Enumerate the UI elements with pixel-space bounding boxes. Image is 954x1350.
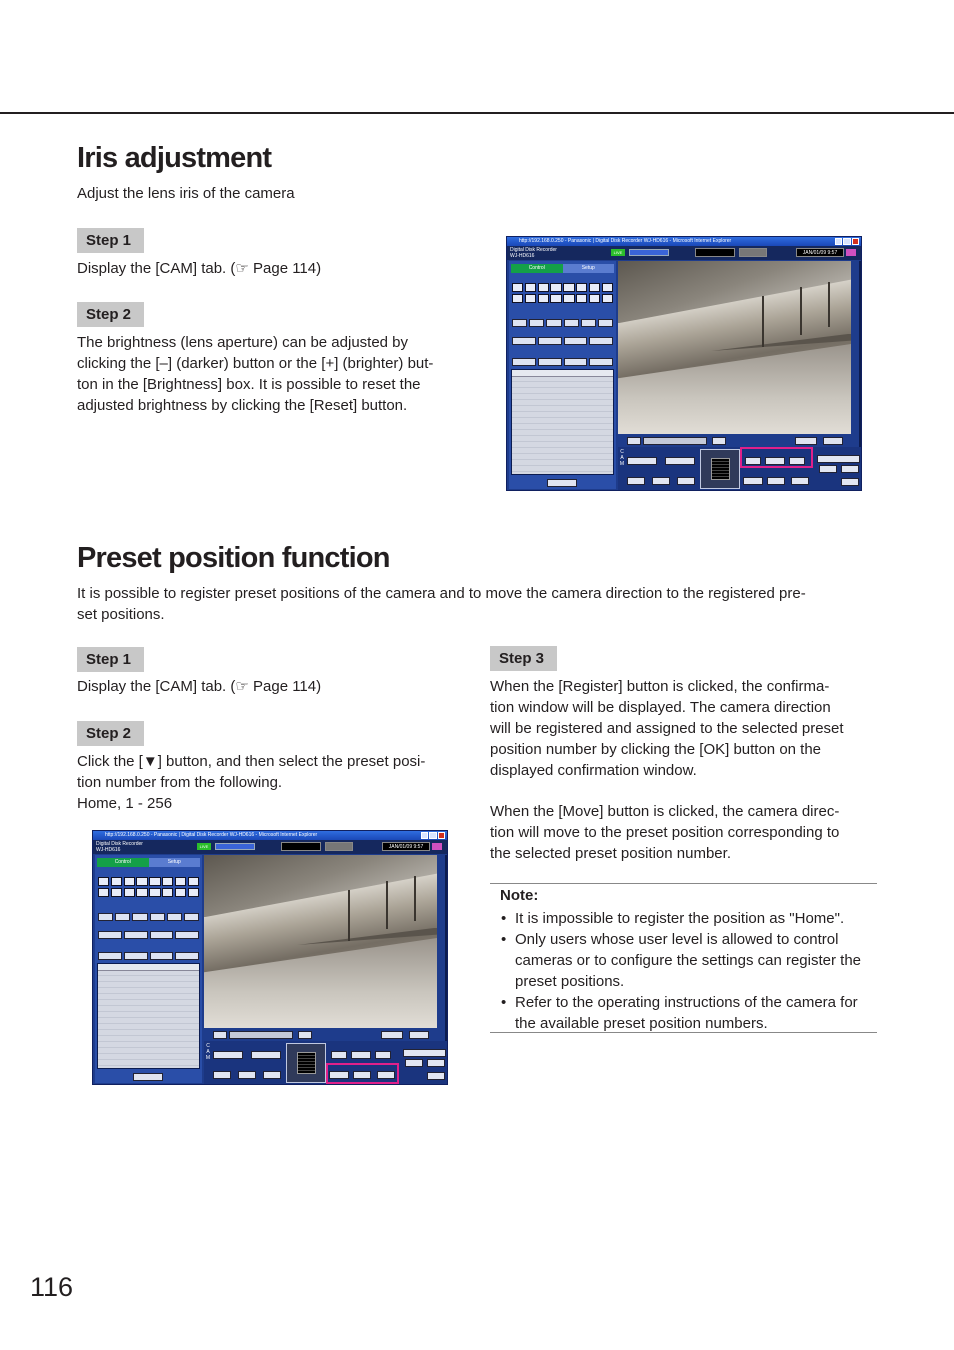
iris-intro: Adjust the lens iris of the camera bbox=[77, 185, 295, 202]
focus-far-button[interactable] bbox=[263, 1071, 281, 1079]
product-name bbox=[510, 247, 557, 259]
cam-button[interactable] bbox=[576, 283, 587, 292]
tab-control[interactable]: Control bbox=[511, 264, 563, 273]
image-pillar bbox=[414, 876, 416, 921]
top-rule bbox=[0, 112, 954, 114]
mic-button[interactable] bbox=[298, 1031, 312, 1039]
text-line: Home, 1 - 256 bbox=[77, 795, 173, 812]
cam-button[interactable] bbox=[589, 283, 600, 292]
auto-stop-button[interactable] bbox=[841, 465, 859, 473]
text-line: tion will move to the preset position corresponding to bbox=[490, 824, 840, 841]
cam-button[interactable] bbox=[525, 294, 536, 303]
control-button[interactable] bbox=[150, 913, 165, 921]
cam-button[interactable] bbox=[136, 877, 147, 886]
cam-button[interactable] bbox=[602, 294, 613, 303]
product-line1: Digital Disk Recorder bbox=[510, 247, 557, 253]
control-button[interactable] bbox=[167, 913, 182, 921]
control-button[interactable] bbox=[150, 952, 174, 960]
control-button[interactable] bbox=[512, 319, 527, 327]
text-line: ton in the [Brightness] box. It is possible to reset the bbox=[77, 376, 421, 393]
search-row bbox=[98, 931, 199, 939]
live-badge: LIVE bbox=[611, 249, 625, 256]
text-line: will be registered and assigned to the selected preset bbox=[490, 720, 844, 737]
control-button[interactable] bbox=[132, 913, 147, 921]
text-line: tion window will be displayed. The camera direction bbox=[490, 699, 831, 716]
control-button[interactable] bbox=[538, 358, 562, 366]
iris-step1-text: Display the [CAM] tab. (☞ Page 114) bbox=[77, 260, 322, 277]
control-button[interactable] bbox=[512, 337, 536, 345]
control-button[interactable] bbox=[598, 319, 613, 327]
cam-button[interactable] bbox=[162, 877, 173, 886]
preset-step3-para1 bbox=[490, 676, 890, 781]
tab-setup[interactable]: Setup bbox=[149, 858, 201, 867]
preset-step1-label: Step 1 bbox=[77, 647, 144, 672]
window-titlebar bbox=[93, 831, 447, 840]
tab-setup[interactable]: Setup bbox=[563, 264, 615, 273]
cam-button[interactable] bbox=[111, 877, 122, 886]
window-controls bbox=[835, 238, 859, 245]
camera-select-grid bbox=[98, 877, 199, 897]
preset-go-button[interactable] bbox=[767, 477, 785, 485]
rec-display bbox=[695, 248, 735, 257]
focus-auto-button[interactable] bbox=[213, 1071, 231, 1079]
panel-tabs bbox=[511, 264, 614, 273]
control-button[interactable] bbox=[564, 337, 588, 345]
window-title: http://192.168.0.250 - Panasonic | Digital Disk Recorder WJ-HD616 - Microsoft Internet Explorer bbox=[519, 238, 732, 244]
note-item: • Only users whose user level is allowed to control cameras or to configure the settings can register the preset positions. bbox=[500, 929, 876, 992]
cam-button[interactable] bbox=[98, 877, 109, 886]
control-button[interactable] bbox=[564, 319, 579, 327]
iris-step1-label: Step 1 bbox=[77, 228, 144, 253]
focus-near-button[interactable] bbox=[238, 1071, 256, 1079]
text-line: Click the [▼] button, and then select the preset posi- bbox=[77, 753, 426, 770]
hdd-indicator bbox=[629, 249, 669, 256]
preset-step2-text bbox=[77, 751, 477, 814]
cam-button[interactable] bbox=[136, 888, 147, 897]
date-display: JAN/01/09 9:57 bbox=[382, 842, 430, 851]
event-row bbox=[512, 358, 613, 366]
cam-button[interactable] bbox=[563, 294, 574, 303]
camera-image bbox=[618, 261, 851, 434]
product-name bbox=[96, 841, 143, 853]
cam-tab-label: C A M bbox=[205, 1043, 211, 1061]
save-button[interactable] bbox=[823, 437, 843, 445]
text-line: It is possible to register preset positions of the camera and to move the camera direction to the registered pre- bbox=[77, 585, 806, 602]
cam-button[interactable] bbox=[175, 888, 186, 897]
status-indicator bbox=[846, 249, 856, 256]
cam-button[interactable] bbox=[149, 877, 160, 886]
event-list[interactable] bbox=[97, 963, 200, 1069]
iris-heading: Iris adjustment bbox=[77, 142, 272, 174]
rec-display bbox=[281, 842, 321, 851]
close-icon bbox=[852, 238, 859, 245]
preset-step1-text: Display the [CAM] tab. (☞ Page 114) bbox=[77, 678, 322, 695]
preset-intro bbox=[77, 583, 877, 625]
product-line1: Digital Disk Recorder bbox=[96, 841, 143, 847]
save-button[interactable] bbox=[409, 1031, 429, 1039]
cam-button[interactable] bbox=[538, 294, 549, 303]
control-panel bbox=[95, 855, 202, 1083]
text-line: When the [Register] button is clicked, the confirma- bbox=[490, 678, 830, 695]
stop-button[interactable] bbox=[213, 1031, 227, 1039]
control-button[interactable] bbox=[529, 319, 544, 327]
status-indicator bbox=[432, 843, 442, 850]
auto-mode-select[interactable] bbox=[817, 455, 860, 463]
pan-tilt-center bbox=[297, 1052, 316, 1075]
cam-button[interactable] bbox=[550, 294, 561, 303]
zoom-out-button[interactable] bbox=[627, 457, 657, 465]
control-button[interactable] bbox=[98, 931, 122, 939]
text-line: tion number from the following. bbox=[77, 774, 283, 791]
preset-screenshot bbox=[92, 830, 448, 1085]
image-roof bbox=[618, 261, 851, 323]
pan-tilt-pad[interactable] bbox=[286, 1043, 326, 1083]
preset-step2-label: Step 2 bbox=[77, 721, 144, 746]
control-panel bbox=[509, 261, 616, 489]
window-titlebar bbox=[507, 237, 861, 246]
multiscreen-row bbox=[512, 319, 613, 327]
auto-start-button[interactable] bbox=[819, 465, 837, 473]
cam-button[interactable] bbox=[576, 294, 587, 303]
product-line2: WJ-HD616 bbox=[510, 253, 535, 259]
tab-control[interactable]: Control bbox=[97, 858, 149, 867]
brightness-highlight bbox=[740, 447, 813, 468]
control-button[interactable] bbox=[546, 319, 561, 327]
control-button[interactable] bbox=[98, 913, 113, 921]
cam-button[interactable] bbox=[175, 877, 186, 886]
mic-button[interactable] bbox=[712, 437, 726, 445]
image-roof bbox=[204, 855, 437, 917]
cam-button[interactable] bbox=[111, 888, 122, 897]
image-pillar bbox=[386, 881, 388, 929]
text-line: clicking the [–] (darker) button or the [+] (brighter) but- bbox=[77, 355, 434, 372]
cam-button[interactable] bbox=[525, 283, 536, 292]
menu-open-button[interactable] bbox=[841, 478, 859, 486]
control-button[interactable] bbox=[175, 931, 199, 939]
panel-tabs bbox=[97, 858, 200, 867]
control-button[interactable] bbox=[589, 358, 613, 366]
text-line: the selected preset position number. bbox=[490, 845, 731, 862]
auto-start-button[interactable] bbox=[405, 1059, 423, 1067]
cam-button[interactable] bbox=[589, 294, 600, 303]
note-title: Note: bbox=[500, 887, 539, 904]
note-item: • It is impossible to register the position as "Home". bbox=[500, 908, 876, 929]
window-title: http://192.168.0.250 - Panasonic | Digital Disk Recorder WJ-HD616 - Microsoft Internet Explorer bbox=[105, 832, 318, 838]
cam-button[interactable] bbox=[188, 888, 199, 897]
auto-mode-select[interactable] bbox=[403, 1049, 446, 1057]
menu-open-button[interactable] bbox=[427, 1072, 445, 1080]
window-controls bbox=[421, 832, 445, 839]
cam-button[interactable] bbox=[512, 283, 523, 292]
focus-far-button[interactable] bbox=[677, 477, 695, 485]
maximize-icon bbox=[429, 832, 436, 839]
control-button[interactable] bbox=[98, 952, 122, 960]
image-platform bbox=[618, 344, 851, 434]
live-badge: LIVE bbox=[197, 843, 211, 850]
cam-button[interactable] bbox=[98, 888, 109, 897]
maximize-icon bbox=[843, 238, 850, 245]
pan-tilt-pad[interactable] bbox=[700, 449, 740, 489]
preset-select[interactable] bbox=[743, 477, 763, 485]
text-line: set positions. bbox=[77, 606, 165, 623]
iris-step2-label: Step 2 bbox=[77, 302, 144, 327]
text-line: adjusted brightness by clicking the [Reset] button. bbox=[77, 397, 408, 414]
date-display: JAN/01/09 9:57 bbox=[796, 248, 844, 257]
control-button[interactable] bbox=[581, 319, 596, 327]
control-button[interactable] bbox=[124, 952, 148, 960]
control-button[interactable] bbox=[150, 931, 174, 939]
iris-screenshot bbox=[506, 236, 862, 491]
brightness-reset-button[interactable] bbox=[351, 1051, 371, 1059]
stop-button[interactable] bbox=[627, 437, 641, 445]
status-field bbox=[229, 1031, 293, 1039]
note-list bbox=[500, 908, 876, 1034]
camera-image bbox=[204, 855, 437, 1028]
pan-tilt-center bbox=[711, 458, 730, 481]
cam-button[interactable] bbox=[124, 888, 135, 897]
control-button[interactable] bbox=[124, 931, 148, 939]
preset-step3-label: Step 3 bbox=[490, 646, 557, 671]
preset-set-button[interactable] bbox=[791, 477, 809, 485]
image-pillar bbox=[348, 890, 350, 942]
page-number: 116 bbox=[30, 1272, 74, 1302]
minimize-icon bbox=[835, 238, 842, 245]
text-line: displayed confirmation window. bbox=[490, 762, 697, 779]
download-button[interactable] bbox=[381, 1031, 403, 1039]
image-pillar bbox=[762, 296, 764, 348]
preset-step3-para2 bbox=[490, 801, 890, 864]
zoom-button[interactable] bbox=[547, 479, 577, 487]
alarm-display bbox=[325, 842, 353, 851]
list-header bbox=[512, 370, 613, 377]
image-pillar bbox=[800, 287, 802, 335]
close-icon bbox=[438, 832, 445, 839]
cam-button[interactable] bbox=[602, 283, 613, 292]
hdd-indicator bbox=[215, 843, 255, 850]
cam-button[interactable] bbox=[538, 283, 549, 292]
search-row bbox=[512, 337, 613, 345]
multiscreen-row bbox=[98, 913, 199, 921]
brightness-plus-button[interactable] bbox=[375, 1051, 391, 1059]
product-line2: WJ-HD616 bbox=[96, 847, 121, 853]
event-list[interactable] bbox=[511, 369, 614, 475]
cam-tab-label: C A M bbox=[619, 449, 625, 467]
cam-button[interactable] bbox=[162, 888, 173, 897]
focus-near-button[interactable] bbox=[652, 477, 670, 485]
preset-heading: Preset position function bbox=[77, 542, 390, 574]
cam-button[interactable] bbox=[188, 877, 199, 886]
cam-button[interactable] bbox=[124, 877, 135, 886]
alarm-display bbox=[739, 248, 767, 257]
control-button[interactable] bbox=[589, 337, 613, 345]
zoom-in-button[interactable] bbox=[665, 457, 695, 465]
minimize-icon bbox=[421, 832, 428, 839]
cam-button[interactable] bbox=[550, 283, 561, 292]
note-item: • Refer to the operating instructions of the camera for the available preset position numbers. bbox=[500, 992, 876, 1034]
status-field bbox=[643, 437, 707, 445]
text-line: position number by clicking the [OK] button on the bbox=[490, 741, 822, 758]
image-platform bbox=[204, 938, 437, 1028]
zoom-button[interactable] bbox=[133, 1073, 163, 1081]
control-button[interactable] bbox=[564, 358, 588, 366]
preset-highlight bbox=[326, 1063, 399, 1084]
image-pillar bbox=[828, 282, 830, 327]
cam-button[interactable] bbox=[563, 283, 574, 292]
event-row bbox=[98, 952, 199, 960]
brightness-minus-button[interactable] bbox=[331, 1051, 347, 1059]
note-box bbox=[490, 883, 877, 1033]
text-line: The brightness (lens aperture) can be adjusted by bbox=[77, 334, 409, 351]
control-button[interactable] bbox=[115, 913, 130, 921]
control-button[interactable] bbox=[175, 952, 199, 960]
iris-step2-text bbox=[77, 332, 477, 416]
text-line: When the [Move] button is clicked, the camera direc- bbox=[490, 803, 840, 820]
download-button[interactable] bbox=[795, 437, 817, 445]
control-button[interactable] bbox=[512, 358, 536, 366]
control-button[interactable] bbox=[538, 337, 562, 345]
zoom-out-button[interactable] bbox=[213, 1051, 243, 1059]
auto-stop-button[interactable] bbox=[427, 1059, 445, 1067]
camera-select-grid bbox=[512, 283, 613, 303]
control-button[interactable] bbox=[184, 913, 199, 921]
cam-button[interactable] bbox=[512, 294, 523, 303]
list-header bbox=[98, 964, 199, 971]
zoom-in-button[interactable] bbox=[251, 1051, 281, 1059]
focus-auto-button[interactable] bbox=[627, 477, 645, 485]
cam-button[interactable] bbox=[149, 888, 160, 897]
